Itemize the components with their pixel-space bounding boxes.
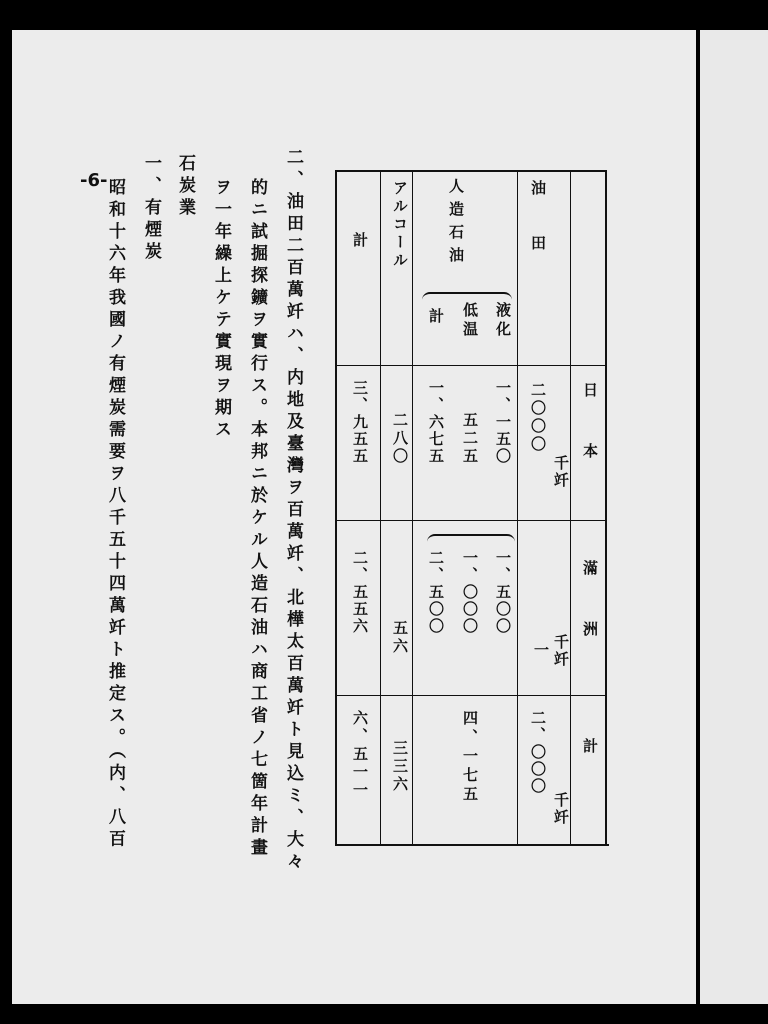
manchuria-subtotal: 二、五〇〇 [427, 550, 445, 635]
adjacent-page-edge [700, 30, 768, 1004]
japan-low-temp: 五二五 [461, 412, 479, 466]
total-total: 六、五一一 [351, 710, 369, 800]
table-col-divider-2 [412, 170, 413, 846]
table-border-bottom [335, 844, 609, 846]
japan-oil-field: 二〇〇〇 [529, 382, 547, 454]
table-row-divider-1 [335, 520, 605, 521]
col-header-manchuria: 滿洲 [581, 560, 599, 682]
table-border-right [605, 170, 607, 846]
manchuria-bracket [427, 534, 515, 542]
table-col-divider-1 [380, 170, 381, 846]
body-text-col-6: 昭和十六年我國ノ有煙炭需要ヲ八千五十四萬竏ト推定ス。（内、八百 [105, 178, 125, 852]
label-subtotal: 計 [427, 308, 445, 327]
japan-total: 三、九五五 [351, 380, 369, 465]
manchuria-oil-field: 一 [532, 642, 550, 661]
table-border-top [335, 170, 605, 172]
subsection-heading: 一、有煙炭 [141, 154, 161, 264]
table-col-divider-4 [570, 170, 571, 846]
label-oil-field: 油田 [529, 180, 547, 290]
japan-liquefaction: 一、一五〇 [494, 380, 512, 465]
col-header-total: 計 [581, 738, 599, 757]
label-total: 計 [351, 232, 369, 251]
page-number: -6- [80, 170, 108, 191]
label-synthetic-oil: 人造石油 [447, 178, 465, 270]
total-subtotal: 四、一七五 [461, 710, 479, 805]
manchuria-unit: 千竏 [552, 634, 570, 668]
japan-alcohol: 二八〇 [391, 412, 409, 466]
label-alcohol: アルコール [391, 180, 409, 270]
label-low-temp: 低温 [461, 302, 479, 340]
manchuria-low-temp: 一、〇〇〇 [461, 550, 479, 635]
body-text-col-2: 的ニ試掘探鑛ヲ實行ス。本邦ニ於ケル人造石油ハ商工省ノ七箇年計畫 [247, 178, 267, 860]
manchuria-alcohol: 五六 [391, 620, 409, 656]
manchuria-total: 二、五五六 [351, 550, 369, 635]
document-page [12, 30, 696, 1004]
japan-unit: 千竏 [552, 455, 570, 489]
col-header-japan: 日本 [581, 382, 599, 504]
table-col-divider-3 [517, 170, 518, 846]
japan-subtotal: 一、六七五 [427, 380, 445, 465]
total-unit: 千竏 [552, 792, 570, 826]
section-heading: 石炭業 [175, 154, 195, 220]
synthetic-oil-bracket [422, 292, 512, 300]
total-oil-field: 二、〇〇〇 [529, 710, 547, 795]
label-liquefaction: 液化 [494, 302, 512, 340]
table-border-left [335, 170, 337, 846]
body-text-col-1: 二、油田二百萬竏ハ、内地及臺灣ヲ百萬竏、北樺太百萬竏ト見込ミ、大々 [283, 148, 303, 874]
table-row-divider-2 [335, 695, 605, 696]
manchuria-liquefaction: 一、五〇〇 [494, 550, 512, 635]
table-header-divider [335, 365, 605, 366]
body-text-col-3: ヲ一年繰上ケテ實現ヲ期ス [211, 178, 231, 442]
total-alcohol: 三三六 [391, 740, 409, 794]
